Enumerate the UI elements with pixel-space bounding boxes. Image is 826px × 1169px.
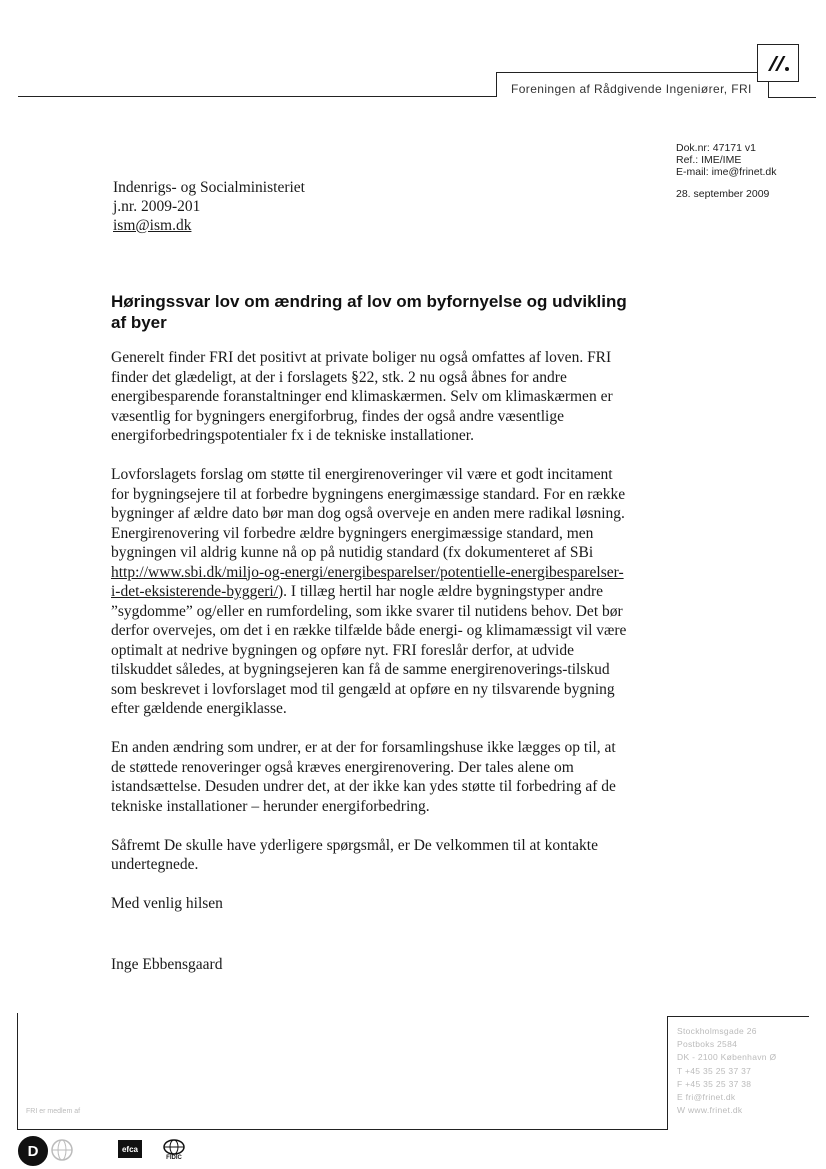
globe-badge-icon — [50, 1138, 74, 1162]
footer-rule-right — [667, 1016, 668, 1130]
signature: Inge Ebbensgaard — [111, 955, 223, 973]
footer-address-line: Postboks 2584 — [677, 1039, 738, 1050]
header-rule-top — [496, 72, 758, 73]
letter-date: 28. september 2009 — [676, 188, 770, 200]
header-rule-left — [18, 96, 496, 97]
efca-badge-label: efca — [121, 1144, 138, 1154]
footer-address-line: Stockholmsgade 26 — [677, 1026, 757, 1036]
fidic-badge — [160, 1136, 188, 1164]
header-rule-right — [768, 97, 816, 98]
footer-rule-bottom — [17, 1129, 667, 1130]
efca-badge — [118, 1140, 142, 1158]
recipient-jnr: j.nr. 2009-201 — [113, 198, 201, 215]
paragraph-3: En anden ændring som undrer, er at der for forsamlingshuse ikke lægges op til, at de støttede renoveringer også kræves energirenovering. Der tales alene om istandsættelse. Desuden undrer det, at der ikke kan ydes støtte til forbedring af de tekniske installationer – herunder energiforbedring. — [111, 739, 616, 815]
header-rule-step — [496, 72, 497, 97]
footer-address-line: E fri@frinet.dk — [677, 1092, 736, 1103]
letter-body — [111, 348, 633, 994]
footer-rule-top — [667, 1016, 809, 1017]
recipient-block — [113, 178, 305, 235]
paragraph-1: Generelt finder FRI det positivt at private boliger nu også omfattes af loven. FRI finder det glædeligt, at der i forslagets §22, stk. 2 nu også åbnes for andre energibesparende foranstaltninger end klimaskærmen. Selv om klimaskærmen er væsentlig for bygningers energiforbrug, findes der også andre væsentlige energiforbedringspotentialer fx i de tekniske installationer. — [111, 349, 613, 444]
fidic-globe-icon — [163, 1139, 185, 1155]
paragraph-4: Såfremt De skulle have yderligere spørgsmål, er De velkommen til at kontakte undertegnede. — [111, 836, 598, 873]
footer-address — [677, 1025, 776, 1117]
footer-address-line: DK - 2100 København Ø — [677, 1052, 777, 1063]
fri-logo — [757, 44, 799, 82]
paragraph-2-text-b: ). I tillæg hertil har nogle ældre bygningstyper andre ”sygdomme” og/eller en rumfordeling, som ikke svarer til nutidens behov. Det bør derfor overvejes, om det i en række tilfælde både energi- og klimamæssigt vil være optimalt at nedrive bygningen og opføre nyt. FRI foreslår derfor, at udvide tilskuddet således, at bygningsejeren kan få de samme energirenoverings-tilskud som beskrevet i lovforslaget mod til gengæld at opføre en ny tilsvarende bygning efter gældende energiklasse. — [111, 583, 627, 717]
fri-logo-icon — [765, 54, 791, 72]
membership-label: FRI er medlem af — [26, 1108, 81, 1115]
doc-number: Dok.nr: 47171 v1 — [676, 142, 756, 154]
meta-email: E-mail: ime@frinet.dk — [676, 166, 777, 178]
closing: Med venlig hilsen — [111, 895, 223, 912]
footer-address-line: T +45 35 25 37 37 — [677, 1065, 752, 1076]
recipient-email-link[interactable]: ism@ism.dk — [113, 217, 192, 234]
d-badge-letter: D — [27, 1142, 39, 1160]
footer-address-line: W www.frinet.dk — [677, 1105, 743, 1116]
header-rule-right-step — [768, 80, 769, 98]
footer-rule-left — [17, 1013, 18, 1129]
reference: Ref.: IME/IME — [676, 154, 742, 166]
letter-subject: Høringssvar lov om ændring af lov om byfornyelse og udvikling af byer — [111, 292, 627, 332]
sbi-link[interactable]: http://www.sbi.dk/miljo-og-energi/energibesparelser/potentielle-energibesparelser-i-det-eksisterende-byggeri/ — [111, 563, 624, 600]
organization-name: Foreningen af Rådgivende Ingeniører, FRI — [511, 82, 752, 96]
paragraph-2-text-a: Lovforslagets forslag om støtte til energirenoveringer vil være et godt incitament for bygningsejere til at forbedre bygningens energimæssige standard. For en række bygninger af ældre dato bør man dog også overveje en anden mere radikal løsning. Energirenovering vil forbedre ældre bygningers energimæssige standard, men bygningen vil aldrig kunne nå op på nutidig standard (fx dokumenteret af SBi — [111, 466, 626, 561]
paragraph-2 — [111, 465, 633, 719]
footer-address-line: F +45 35 25 37 38 — [677, 1078, 752, 1089]
document-meta — [676, 142, 777, 200]
d-member-badge — [18, 1136, 48, 1166]
recipient-name: Indenrigs- og Socialministeriet — [113, 179, 305, 196]
fidic-badge-label: FIDIC — [166, 1154, 182, 1161]
